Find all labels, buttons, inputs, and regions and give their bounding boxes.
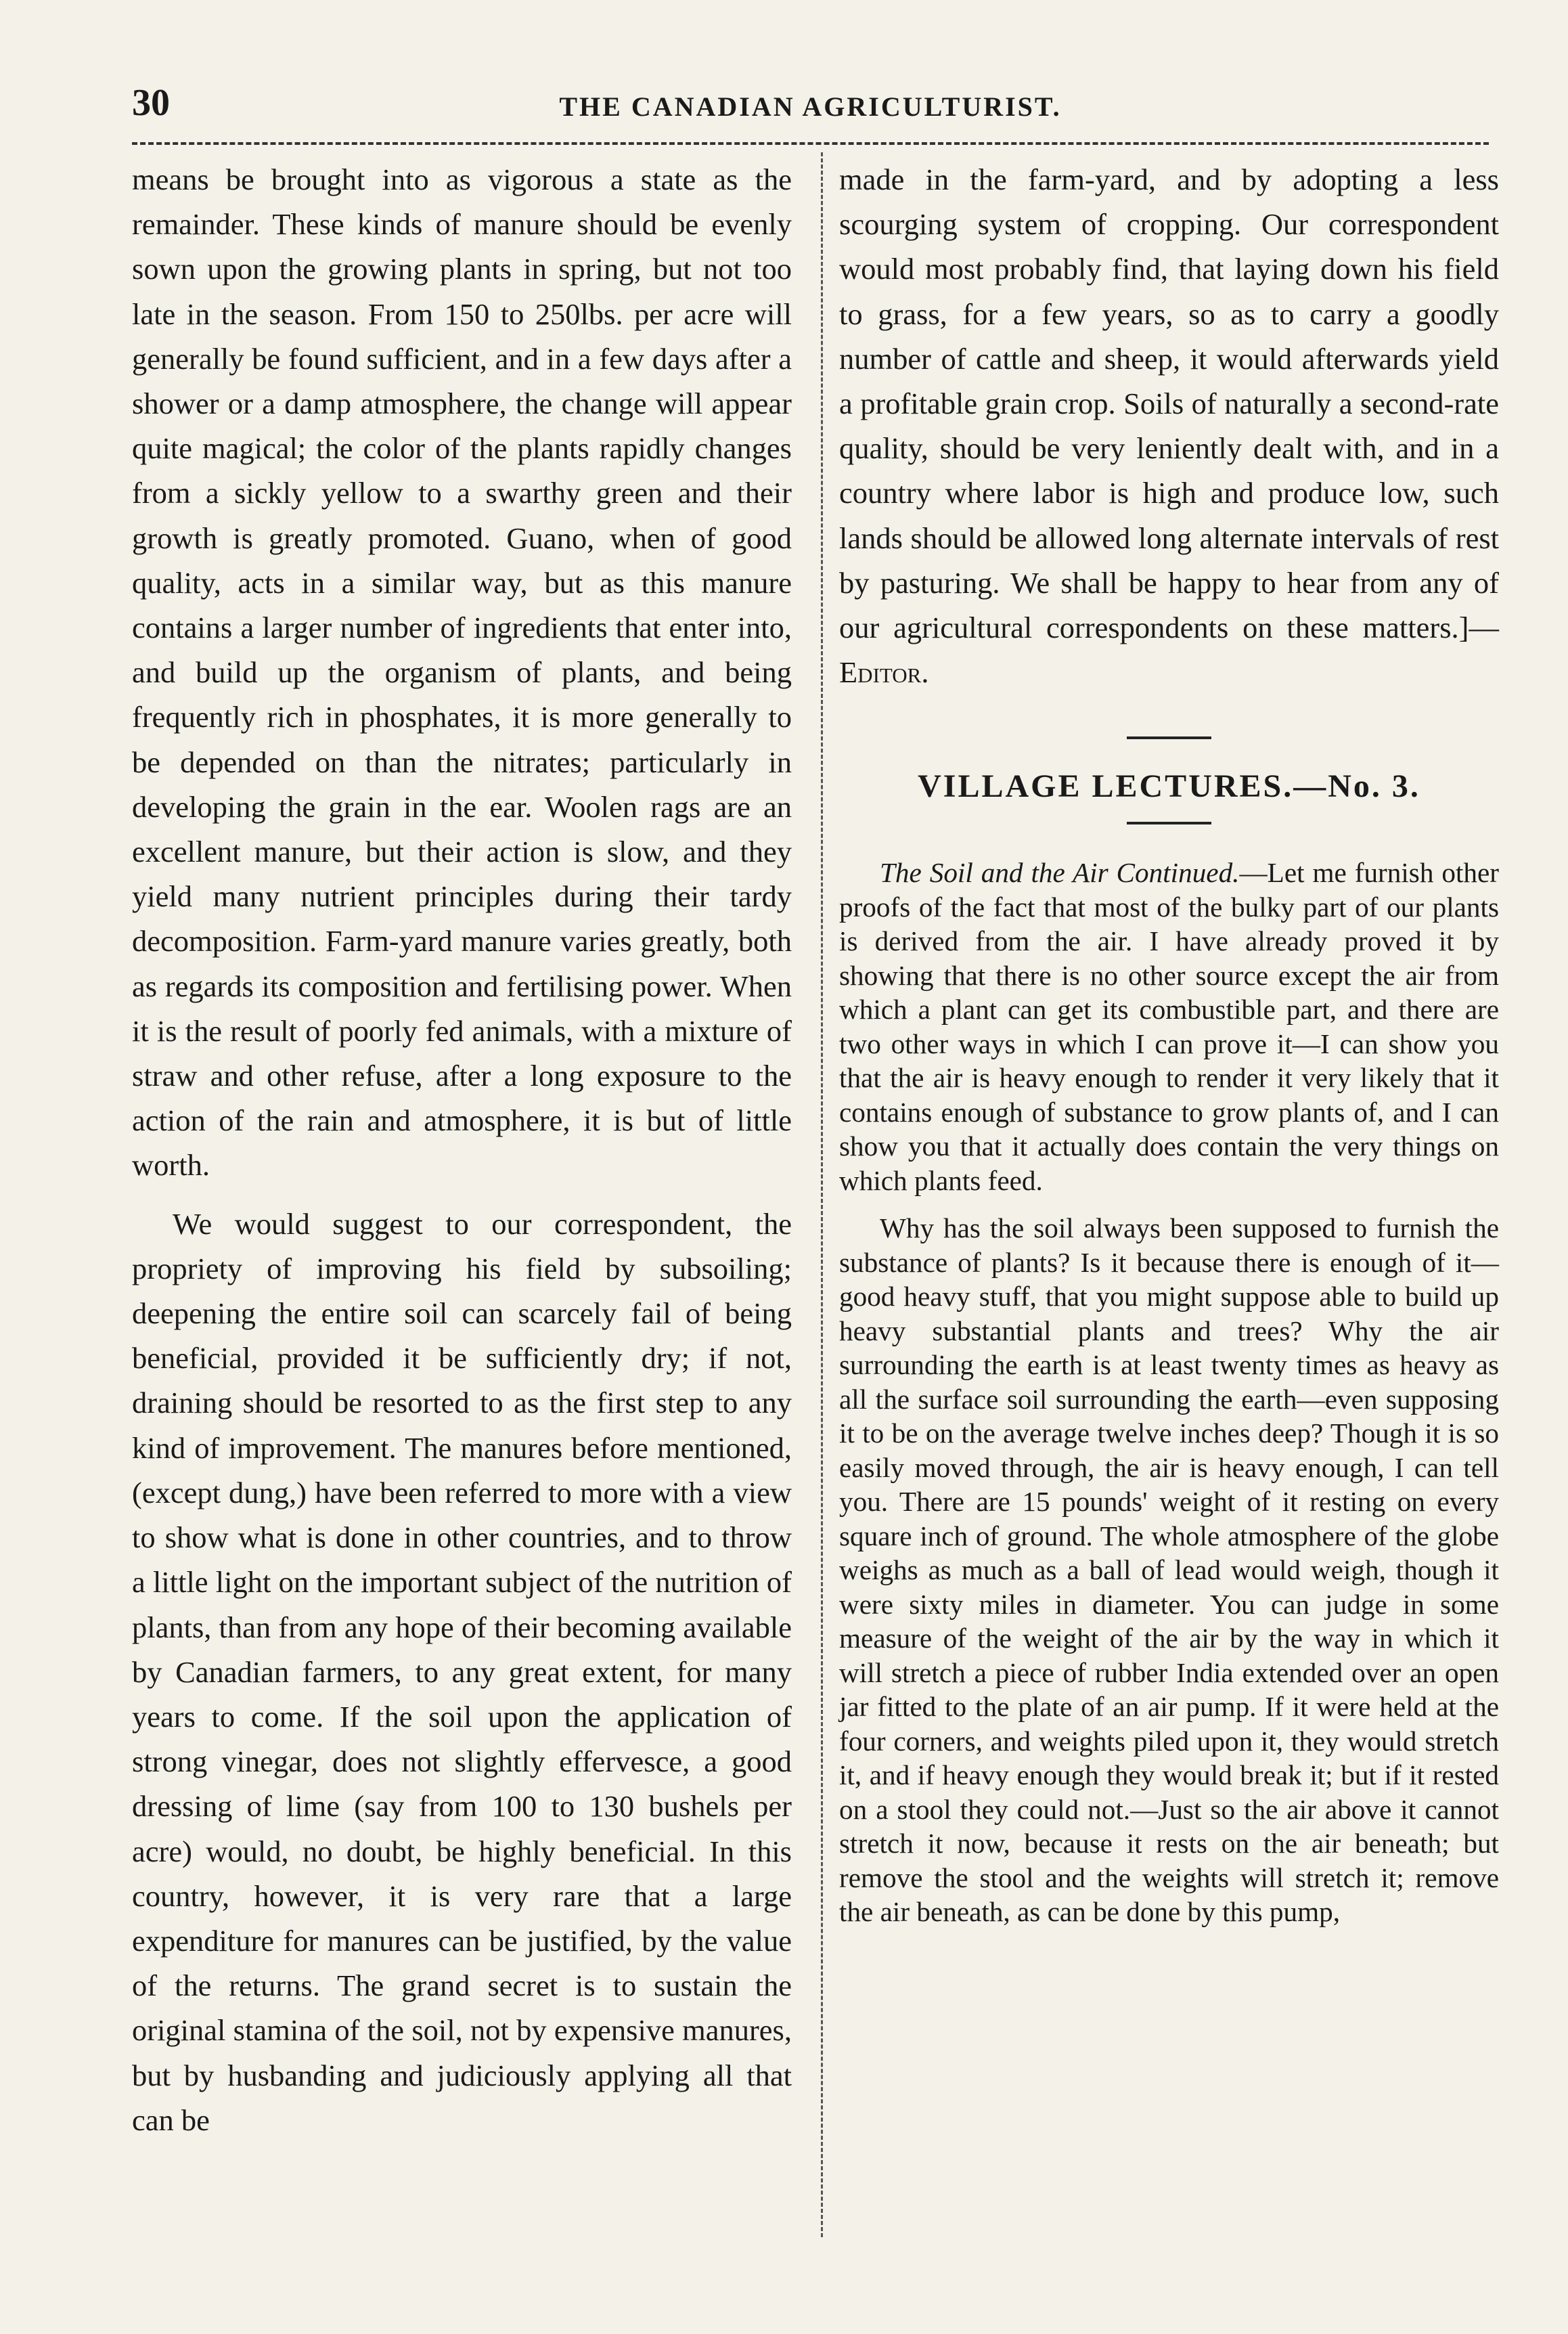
lecture-paragraph [839,856,1499,1197]
manure-paragraph: means be brought into as vigorous a state as the remainder. These kinds of manure should be evenly sown upon the growing plants in spring, but not too late in the season. From 150 to 250lbs. per acre will generally be found sufficient, and in a few days after a shower or a damp atmosphere, the change will appear quite magical; the color of the plants rapidly changes from a sickly yellow to a swarthy green and their growth is greatly promoted. Guano, when of good quality, acts in a similar way, but as this manure contains a larger number of ingredients that enter into, and build up the organism of plants, and being frequently rich in phosphates, it is more generally to be depended on than the nitrates; particularly in developing the grain in the ear. Woolen rags are an excellent manure, but their action is slow, and they yield many nutrient principles during their tardy decomposition. Farm-yard manure varies greatly, both as regards its composition and fertilising power. When it is the result of poorly fed animals, with a mixture of straw and other refuse, after a long exposure to the action of the rain and atmosphere, it is but of little worth. [132,162,792,1183]
suggestion-paragraph: We would suggest to our correspondent, the propriety of improving his field by subsoiling; deepening the entire soil can scarcely fail of being beneficial, provided it be sufficiently dry; if not, draining should be resorted to as the first step to any kind of improvement. The manures before mentioned, (except dung,) have been referred to more with a view to show what is done in other countries, and to throw a little light on the important subject of the nutrition of plants, than from any hope of their becoming available by Canadian farmers, to any great extent, for many years to come. If the soil upon the application of strong vinegar, does not slightly effervesce, a good dressing of lime (say from 100 to 130 bushels per acre) would, no doubt, be highly beneficial. In this country, however, it is very rare that a large expenditure for manures can be justified, by the value of the returns. The grand secret is to sustain the original stamina of the soil, not by expensive manures, but by husbanding and judiciously applying all that can be [132,1206,792,2137]
right-column [839,157,1499,1929]
header-rule [132,142,1489,145]
left-column [132,157,792,2142]
lecture-text: —Let me furnish other proofs of the fact that most of the bulky part of our plants is derived from the air. I have already proved it by showing that there is no other source except the air from which a plant can get its combustible part, and there are two other ways in which I can prove it—I can show you that the air is heavy enough to render it very likely that it contains enough of substance to grow plants of, and I can show you that it actually does contain the very things on which plants feed. [839,857,1499,1196]
title-rule [1127,822,1211,824]
lecture-paragraph-2: Why has the soil always been supposed to furnish the substance of plants? Is it because there is enough of it—good heavy stuff, that you might suppose able to build up heavy substantial plants and trees? Why the air surrounding the earth is at least twenty times as heavy as all the surface soil surrounding the earth—even supposing it to be on the average twelve inches deep? Though it is so easily moved through, the air is heavy enough, I can tell you. There are 15 pounds' weight of it resting on every square inch of ground. The whole atmosphere of the globe weighs as much as a ball of lead would weigh, though it were sixty miles in diameter. You can judge in some measure of the weight of the air by the way in which it will stretch a piece of rubber India extended over an open jar fitted to the plate of an air pump. If it were held at the four corners, and weights piled upon it, they would stretch it, and if heavy enough they would break it; but if it rested on a stool they could not.—Just so the air above it cannot stretch it now, because it rests on the air beneath; but remove the stool and the weights will stretch it; remove the air beneath, as can be done by this pump, [839,1212,1499,1928]
lecture-body [839,856,1499,1929]
page-header [132,81,1489,142]
page-number: 30 [132,82,170,124]
editor-credit: Editor. [839,655,929,690]
continuation-paragraph [839,157,1499,695]
running-title: THE CANADIAN AGRICULTURIST. [559,91,1062,122]
continuation-text: made in the farm-yard, and by adopting a less scourging system of cropping. Our correspondent would most probably find, that laying down his field to grass, for a few years, so as to carry a goodly number of cattle and sheep, it would afterwards yield a profitable grain crop. Soils of naturally a second-rate quality, should be very leniently dealt with, and in a country where labor is high and produce low, such lands should be allowed long alternate intervals of rest by pasturing. We shall be happy to hear from any of our agricultural correspondents on these matters.]— [839,162,1499,645]
article-title: VILLAGE LECTURES.—No. 3. [918,768,1420,805]
lecture-subtitle: The Soil and the Air Continued. [880,857,1240,889]
section-rule [1127,736,1211,739]
column-divider [821,152,823,2237]
